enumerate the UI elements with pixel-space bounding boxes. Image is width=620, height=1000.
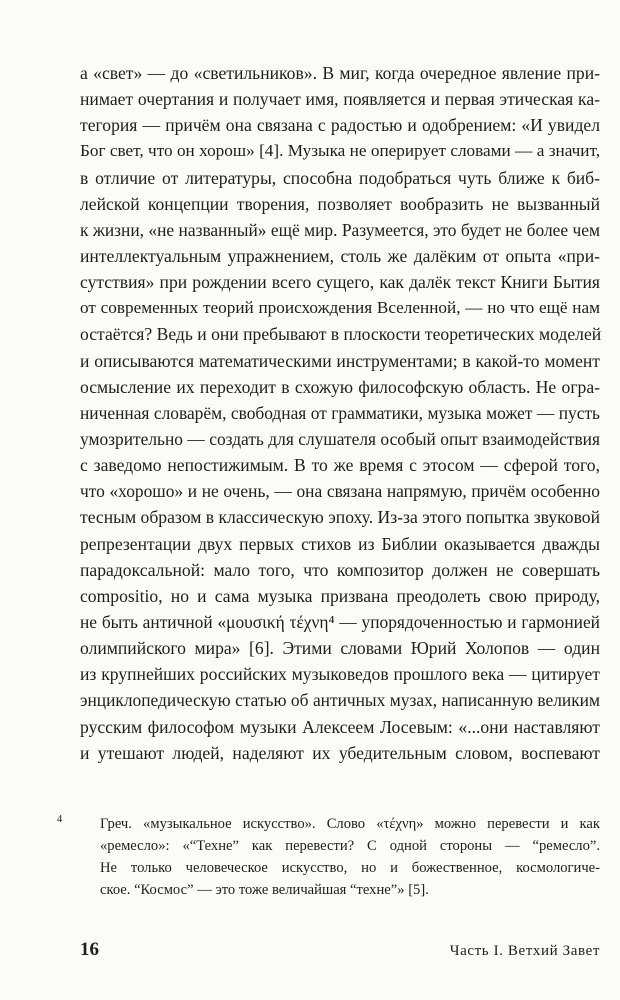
body-line: тесным образом в классическую эпоху. Из-за этого попытка звуковой	[80, 507, 600, 528]
body-line: энциклопедическую статью об античных музах, написанную великим	[80, 690, 600, 711]
body-line: тегория — причём она связана с радостью и одобрением: «И увидел	[80, 115, 600, 136]
body-line: умозрительно — создать для слушателя особый опыт взаимодействия	[80, 428, 600, 449]
footnote	[57, 813, 600, 901]
body-line: и утешают людей, наделяют их убедительным словом, воспевают	[80, 742, 600, 763]
body-line: не быть античной «μουσική τέχνη⁴ — упорядоченностью и гармонией	[80, 611, 600, 632]
footnote-marker: 4	[57, 814, 63, 825]
body-line: что «хорошо» и не очень, — она связана напрямую, причём особенно	[80, 481, 600, 502]
body-line: и описываются математическими инструментами; в какой-то момент	[80, 350, 600, 371]
footnote-line: ское. “Космос” — это тоже величайшая “техне”» [5].	[100, 882, 429, 899]
body-line: а «свет» — до «светильников». В миг, когда очередное явление при-	[80, 63, 600, 83]
body-line: ниченная словарём, свободная от грамматики, музыка может — пусть	[80, 402, 600, 423]
body-line: осмысление их переходит в схожую философскую область. Не огра-	[80, 376, 600, 397]
body-line: сутствия» при рождении всего сущего, как далёк текст Книги Бытия	[80, 272, 600, 293]
body-line: от современных теорий происхождения Вселенной, — но что ещё нам	[80, 298, 600, 318]
body-line: парадоксальной: мало того, что композитор должен не совершать	[80, 559, 600, 580]
body-line: русским философом музыки Алексеем Лосевым: «...они наставляют	[80, 716, 600, 737]
body-line: в отличие от литературы, способна подобраться чуть ближе к биб-	[80, 167, 600, 188]
footnote-line: Не только человеческое искусство, но и божественное, космологиче-	[100, 860, 600, 877]
body-line: Бог свет, что он хорош» [4]. Музыка не оперирует словами — а значит,	[80, 141, 600, 161]
body-line: интеллектуальным упражнением, столь же далёким от опыта «при-	[80, 245, 600, 266]
body-line: с заведомо непостижимым. В то же время с этосом — сферой того,	[80, 455, 600, 476]
body-line: остаётся? Ведь и они пребывают в плоскости теоретических моделей	[80, 324, 602, 345]
body-line: олимпийского мира» [6]. Этими словами Юрий Холопов — один	[80, 638, 600, 659]
body-line: compositio, но и сама музыка призвана преодолеть свою природу,	[80, 585, 600, 606]
body-line: из крупнейших российских музыковедов прошлого века — цитирует	[80, 664, 600, 685]
footnote-line: «ремесло»: «“Техне” как перевести? С одной стороны — “ремесло”.	[100, 838, 600, 855]
footnote-line: Греч. «музыкальное искусство». Слово «τέχνη» можно перевести и как	[100, 816, 600, 832]
body-line: нимает очертания и получает имя, появляется и первая этическая ка-	[80, 89, 600, 110]
body-line: лейской концепции творения, позволяет вообразить не вызванный	[80, 193, 600, 214]
running-head: Часть I. Ветхий Завет	[449, 943, 600, 959]
body-text	[80, 60, 600, 766]
page-number: 16	[80, 939, 99, 960]
body-line: к жизни, «не названный» ещё мир. Разумеется, это будет не более чем	[80, 219, 600, 240]
body-line: репрезентации двух первых стихов из Библии оказывается дважды	[80, 533, 600, 554]
